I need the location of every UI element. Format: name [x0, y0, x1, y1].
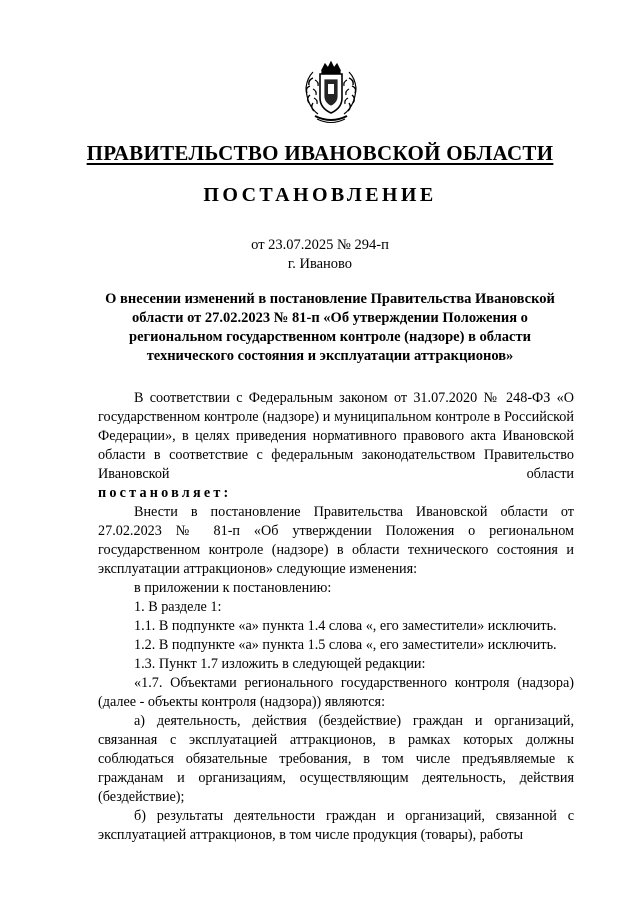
date-number: от 23.07.2025 № 294-п	[251, 237, 389, 253]
document-body	[98, 389, 574, 845]
government-name: ПРАВИТЕЛЬСТВО ИВАНОВСКОЙ ОБЛАСТИ	[86, 141, 554, 165]
paragraph: Внести в постановление Правительства Ивановской области от 27.02.2023 № 81-п «Об утверждении Положения о региональном государственном контроле (надзоре) в области технического состояния и эксплуатации аттракционов» следующие изменения:	[98, 504, 574, 577]
document-type: ПОСТАНОВЛЕНИЕ	[203, 184, 437, 206]
paragraph: б) результаты деятельности граждан и организаций, связанной с эксплуатацией аттракционов, в том числе продукция (товары), работы	[98, 808, 574, 843]
preamble-paragraph: В соответствии с Федеральным законом от 31.07.2020 № 248-ФЗ «О государственном контроле (надзоре) и муниципальном контроле в Российской Федерации», в целях приведения нормативного правового акта Ивановской области в соответствие с федеральным законодательством Правительство Ивановской области	[98, 390, 574, 482]
paragraph: 1. В разделе 1:	[134, 599, 222, 615]
paragraph: в приложении к постановлению:	[134, 580, 332, 596]
paragraph: а) деятельность, действия (бездействие) граждан и организаций, связанная с эксплуатацией аттракционов, в рамках которых должны соблюдаться обязательные требования, в том числе предъявляемые к гражданам и организациям, осуществляющим деятельность, действия (бездействие);	[98, 713, 574, 805]
paragraph: 1.1. В подпункте «а» пункта 1.4 слова «, его заместители» исключить.	[134, 618, 557, 634]
decree-line	[98, 484, 574, 503]
document-meta	[0, 236, 640, 274]
document-subject: О внесении изменений в постановление Правительства Ивановской области от 27.02.2023 № 81-п «Об утверждении Положения о региональном государственном контроле (надзоре) в области технического состояния и эксплуатации аттракционов»	[105, 291, 555, 364]
city: г. Иваново	[287, 256, 353, 272]
paragraph: 1.3. Пункт 1.7 изложить в следующей редакции:	[134, 656, 426, 672]
paragraph: 1.2. В подпункте «а» пункта 1.5 слова «, его заместители» исключить.	[134, 637, 557, 653]
paragraph: «1.7. Объектами регионального государственного контроля (надзора) (далее - объекты контроля (надзора)) являются:	[98, 675, 574, 710]
coat-of-arms-icon	[295, 58, 367, 130]
decree-word: постановляет:	[98, 485, 232, 501]
